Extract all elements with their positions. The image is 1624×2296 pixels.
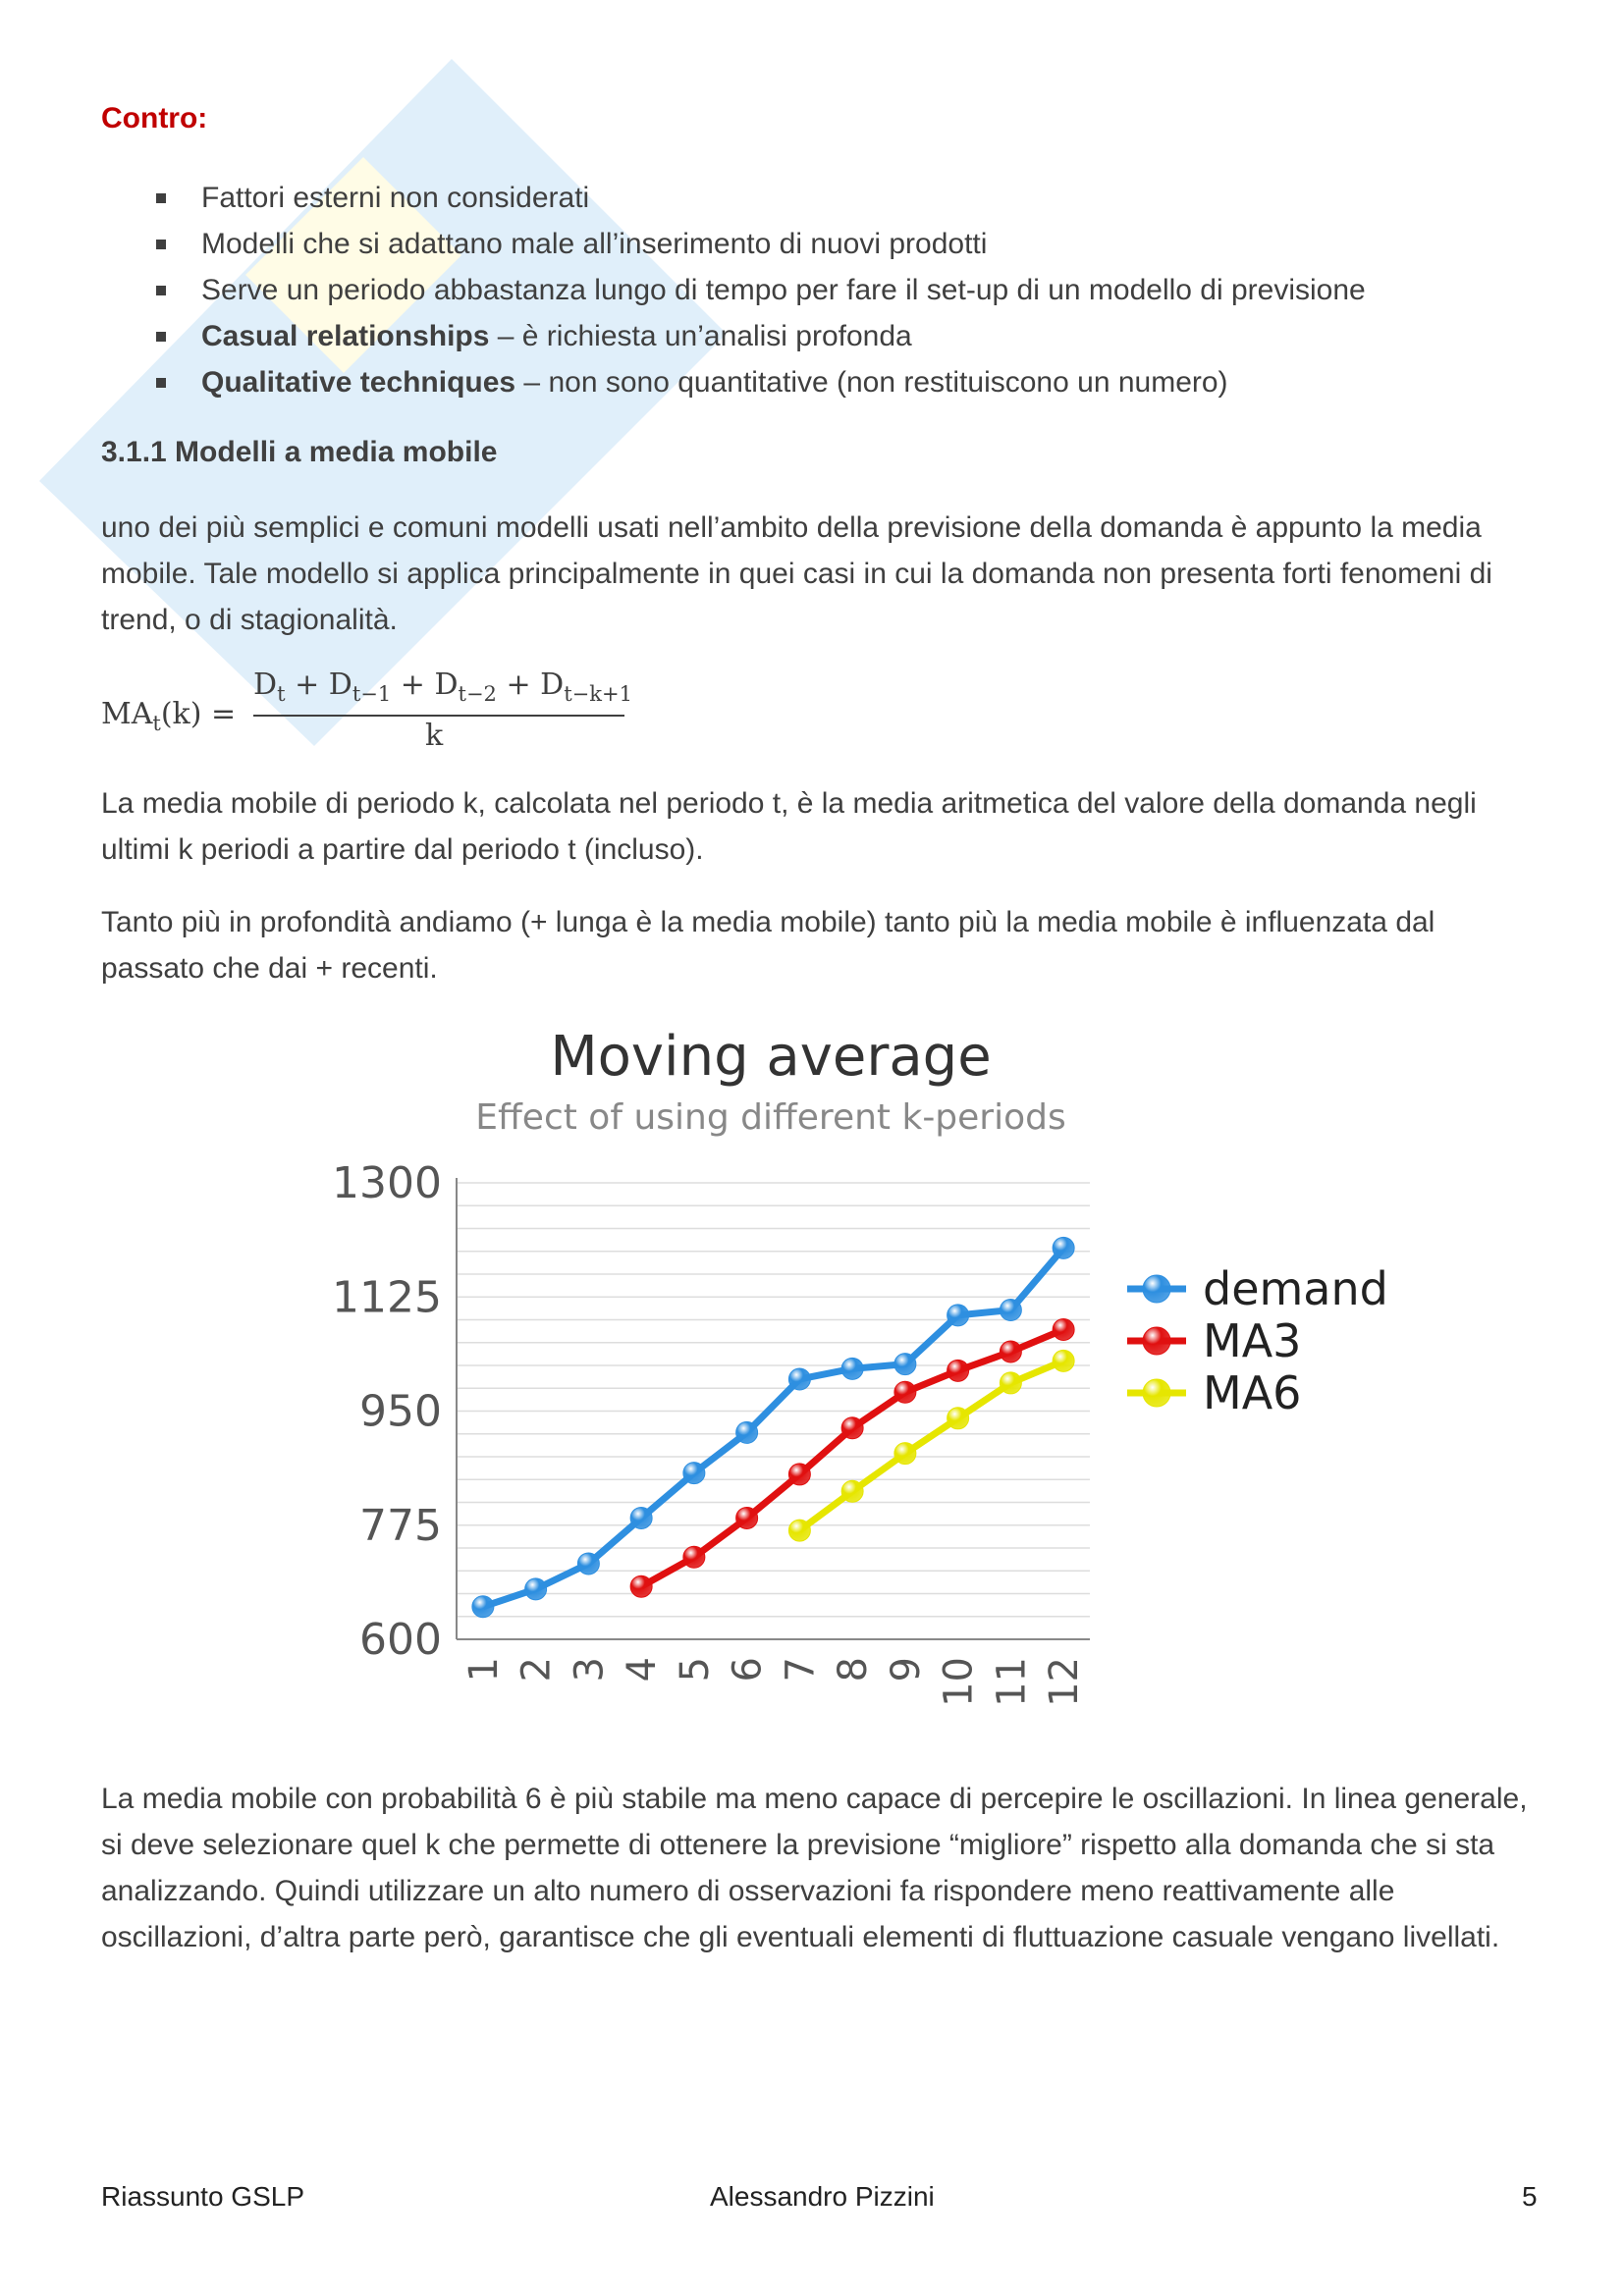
formula-denominator: k bbox=[425, 719, 444, 753]
y-tick-label: 600 bbox=[359, 1615, 442, 1665]
x-tick-label: 4 bbox=[620, 1657, 666, 1682]
depth-paragraph: Tanto più in profondità andiamo (+ lunga è la media mobile) tanto più la media mobile è influenzata dal passato che dai + recenti. bbox=[101, 906, 1435, 985]
data-point-demand bbox=[841, 1358, 863, 1379]
x-tick-label: 2 bbox=[514, 1657, 560, 1682]
section-heading: 3.1.1 Modelli a media mobile bbox=[101, 436, 498, 468]
legend-label-MA6: MA6 bbox=[1203, 1366, 1302, 1419]
legend-label-demand: demand bbox=[1203, 1262, 1388, 1315]
legend-marker-MA3 bbox=[1143, 1327, 1170, 1355]
x-tick-label: 6 bbox=[725, 1657, 771, 1682]
y-tick-label: 1125 bbox=[332, 1272, 442, 1323]
data-point-demand bbox=[630, 1507, 652, 1528]
data-point-MA3 bbox=[788, 1464, 810, 1485]
data-point-MA6 bbox=[1053, 1350, 1074, 1371]
legend-label-MA3: MA3 bbox=[1203, 1314, 1302, 1367]
data-point-demand bbox=[1053, 1237, 1074, 1258]
list-item: Serve un periodo abbastanza lungo di tempo per fare il set-up di un modello di previsione bbox=[150, 267, 1366, 313]
data-point-demand bbox=[947, 1305, 969, 1326]
footer-author: Alessandro Pizzini bbox=[710, 2181, 935, 2212]
x-tick-label: 11 bbox=[989, 1657, 1035, 1707]
data-point-demand bbox=[472, 1596, 494, 1618]
x-tick-label: 8 bbox=[831, 1657, 877, 1682]
page-number: 5 bbox=[1522, 2181, 1538, 2212]
x-tick-label: 10 bbox=[936, 1657, 982, 1707]
footer-left: Riassunto GSLP bbox=[101, 2181, 304, 2212]
contro-heading: Contro: bbox=[101, 102, 208, 134]
data-point-demand bbox=[736, 1421, 758, 1443]
data-point-MA3 bbox=[894, 1381, 916, 1403]
data-point-demand bbox=[1000, 1300, 1021, 1321]
y-tick-label: 950 bbox=[359, 1386, 442, 1437]
data-point-MA6 bbox=[788, 1520, 810, 1541]
data-point-demand bbox=[525, 1578, 547, 1600]
y-tick-label: 1300 bbox=[332, 1158, 442, 1208]
data-point-MA3 bbox=[683, 1546, 705, 1568]
legend-marker-MA6 bbox=[1143, 1379, 1170, 1407]
list-item: Fattori esterni non considerati bbox=[150, 175, 1366, 221]
conclusion-paragraph: La media mobile con probabilità 6 è più stabile ma meno capace di percepire le oscillazioni. In linea generale, si deve selezionare quel k che permette di ottenere la previsione “migliore” rispetto alla domanda che si sta analizzando. Quindi utilizzare un alto numero di osservazioni fa rispondere meno reattivamente alle oscillazioni, d’altra parte però, garantisce che gli eventuali elementi di fluttuazione casuale vengano livellati. bbox=[101, 1783, 1528, 1953]
fraction-bar bbox=[253, 715, 624, 717]
data-point-demand bbox=[788, 1368, 810, 1390]
data-point-MA6 bbox=[947, 1408, 969, 1429]
x-tick-label: 3 bbox=[567, 1657, 613, 1682]
x-tick-label: 1 bbox=[460, 1657, 507, 1682]
x-tick-label: 9 bbox=[883, 1657, 929, 1682]
data-point-demand bbox=[577, 1553, 599, 1575]
chart-title: Moving average bbox=[550, 1025, 992, 1089]
formula-numerator: $D_t + D_{t-1} + D_{t-2} + D_{t-k+1}$ bbox=[253, 667, 632, 706]
data-point-MA3 bbox=[1000, 1341, 1021, 1362]
data-point-MA3 bbox=[841, 1417, 863, 1439]
list-item: Casual relationships – è richiesta un’analisi profonda bbox=[150, 313, 1366, 359]
x-tick-label: 7 bbox=[778, 1657, 824, 1682]
list-item: Modelli che si adattano male all’inserimento di nuovi prodotti bbox=[150, 221, 1366, 267]
intro-paragraph: uno dei più semplici e comuni modelli usati nell’ambito della previsione della domanda è appunto la media mobile. Tale modello si applica principalmente in quei casi in cui la domanda non presenta forti fenomeni di trend, o di stagionalità. bbox=[101, 511, 1492, 636]
data-point-MA3 bbox=[630, 1575, 652, 1597]
data-point-MA6 bbox=[841, 1480, 863, 1502]
data-point-MA6 bbox=[1000, 1372, 1021, 1394]
y-tick-label: 775 bbox=[359, 1500, 442, 1551]
data-point-demand bbox=[894, 1354, 916, 1375]
chart-subtitle: Effect of using different k-periods bbox=[475, 1097, 1066, 1138]
formula-lhs: $MA_t(k)$ = bbox=[101, 697, 237, 735]
data-point-MA3 bbox=[1053, 1318, 1074, 1340]
moving-average-chart bbox=[295, 1021, 1434, 1728]
x-tick-label: 5 bbox=[672, 1657, 718, 1682]
series-line-demand bbox=[483, 1248, 1063, 1606]
data-point-MA3 bbox=[947, 1360, 969, 1381]
contro-list bbox=[150, 175, 1366, 405]
list-item: Qualitative techniques – non sono quantitative (non restituiscono un numero) bbox=[150, 359, 1366, 405]
data-point-demand bbox=[683, 1463, 705, 1484]
x-tick-label: 12 bbox=[1042, 1657, 1088, 1707]
data-point-MA3 bbox=[736, 1507, 758, 1528]
definition-paragraph: La media mobile di periodo k, calcolata nel periodo t, è la media aritmetica del valore della domanda negli ultimi k periodi a partire dal periodo t (incluso). bbox=[101, 787, 1477, 866]
data-point-MA6 bbox=[894, 1443, 916, 1465]
series-line-MA6 bbox=[799, 1361, 1063, 1530]
legend-marker-demand bbox=[1143, 1275, 1170, 1303]
